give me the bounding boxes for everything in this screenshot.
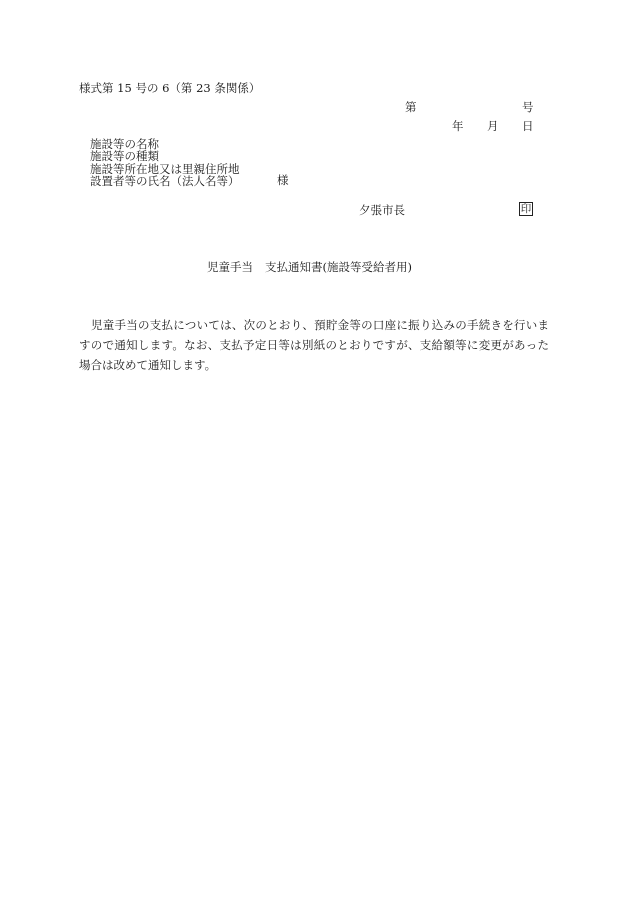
body-paragraph: 児童手当の支払については、次のとおり、預貯金等の口座に振り込みの手続きを行いますので通知します。なお、支払予定日等は別紙のとおりですが、支給額等に変更があった場合は改めて通知します。 — [79, 318, 549, 372]
document-number-line — [0, 102, 630, 116]
date-day-label: 日 — [522, 119, 534, 133]
addressee-block — [90, 138, 240, 187]
seal-stamp-box: 印 — [520, 203, 532, 215]
title-part-1: 児童手当 — [207, 260, 253, 274]
honorific: 様 — [277, 173, 289, 187]
issuer-name: 夕張市長 — [359, 203, 405, 217]
form-identifier: 様式第 15 号の 6（第 23 条関係） — [79, 81, 261, 95]
document-title — [207, 262, 412, 274]
date-line — [0, 121, 630, 135]
document-number-prefix: 第 — [405, 100, 417, 114]
facility-name-label: 施設等の名称 — [90, 137, 159, 151]
title-part-2: 支払通知書(施設等受給者用) — [265, 260, 412, 274]
facility-type-label: 施設等の種類 — [90, 149, 159, 164]
date-year-label: 年 — [452, 119, 464, 133]
facility-address-label: 施設等所在地又は里親住所地 — [90, 161, 240, 176]
operator-name-label: 設置者等の氏名（法人名等） — [90, 173, 240, 188]
date-month-label: 月 — [487, 119, 499, 133]
document-number-suffix: 号 — [522, 100, 534, 114]
